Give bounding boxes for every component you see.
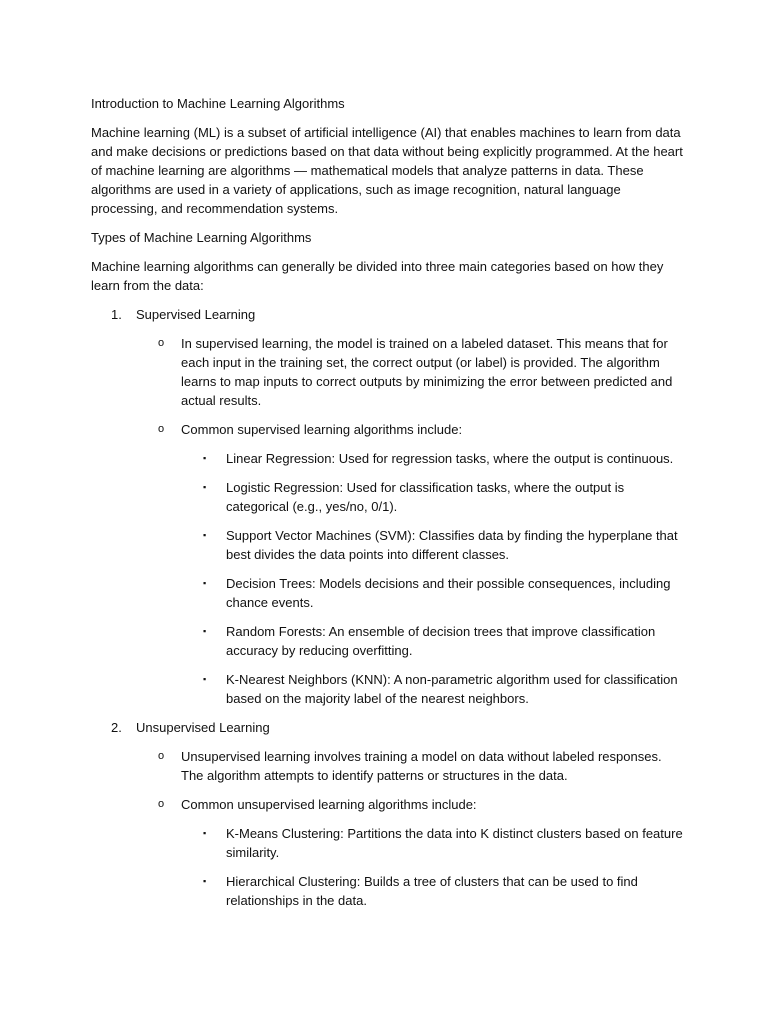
square-bullet-icon: ▪ (203, 578, 207, 588)
section-label: Unsupervised Learning (136, 720, 270, 735)
algorithm-item (91, 622, 686, 660)
common-algorithms-intro: Common supervised learning algorithms include: (181, 422, 463, 437)
list-number: 2. (111, 720, 122, 735)
hollow-circle-bullet-icon: o (158, 337, 165, 349)
document-title: Introduction to Machine Learning Algorithms (91, 96, 345, 111)
section-description: In supervised learning, the model is trained on a labeled dataset. This means that for each input in the training set, the correct output (or label) is provided. The algorithm learns to map inputs to correct outputs by minimizing the error between predicted and actual results. (181, 336, 673, 408)
list-number: 1. (111, 307, 122, 322)
square-bullet-icon: ▪ (203, 828, 207, 838)
algorithm-item (91, 670, 686, 708)
square-bullet-icon: ▪ (203, 674, 207, 684)
algorithm-text: Decision Trees: Models decisions and their possible consequences, including chance events. (226, 576, 671, 610)
algorithm-item (91, 824, 686, 862)
algorithm-item (91, 872, 686, 910)
algorithm-item (91, 478, 686, 516)
algorithm-text: Logistic Regression: Used for classification tasks, where the output is categorical (e.g., yes/no, 0/1). (226, 480, 625, 514)
algorithm-text: Linear Regression: Used for regression tasks, where the output is continuous. (226, 451, 674, 466)
intro-paragraph: Machine learning (ML) is a subset of artificial intelligence (AI) that enables machines to learn from data and make decisions or predictions based on that data without being explicitly programmed. At the heart of machine learning are algorithms — mathematical models that analyze patterns in data. These algorithms are used in a variety of applications, such as image recognition, natural language processing, and recommendation systems. (91, 125, 683, 216)
algorithm-text: Hierarchical Clustering: Builds a tree of clusters that can be used to find relationships in the data. (226, 874, 638, 908)
sub-bullet-item (91, 420, 686, 439)
square-bullet-icon: ▪ (203, 453, 207, 463)
types-intro-paragraph: Machine learning algorithms can generally be divided into three main categories based on how they learn from the data: (91, 259, 664, 293)
section-label: Supervised Learning (136, 307, 256, 322)
square-bullet-icon: ▪ (203, 876, 207, 886)
hollow-circle-bullet-icon: o (158, 423, 165, 435)
square-bullet-icon: ▪ (203, 530, 207, 540)
sub-bullet-item (91, 795, 686, 814)
algorithm-text: Random Forests: An ensemble of decision trees that improve classification accuracy by reducing overfitting. (226, 624, 656, 658)
section-supervised-learning (91, 305, 686, 324)
algorithm-text: Support Vector Machines (SVM): Classifies data by finding the hyperplane that best divides the data points into different classes. (226, 528, 678, 562)
sub-bullet-item (91, 334, 686, 410)
square-bullet-icon: ▪ (203, 626, 207, 636)
algorithm-item (91, 574, 686, 612)
algorithm-item (91, 526, 686, 564)
algorithm-item (91, 449, 686, 468)
common-algorithms-intro: Common unsupervised learning algorithms include: (181, 797, 477, 812)
square-bullet-icon: ▪ (203, 482, 207, 492)
hollow-circle-bullet-icon: o (158, 798, 165, 810)
algorithm-text: K-Nearest Neighbors (KNN): A non-parametric algorithm used for classification based on the majority label of the nearest neighbors. (226, 672, 678, 706)
algorithm-text: K-Means Clustering: Partitions the data into K distinct clusters based on feature similarity. (226, 826, 683, 860)
section-unsupervised-learning (91, 718, 686, 737)
types-heading: Types of Machine Learning Algorithms (91, 230, 312, 245)
sub-bullet-item (91, 747, 686, 785)
hollow-circle-bullet-icon: o (158, 750, 165, 762)
section-description: Unsupervised learning involves training a model on data without labeled responses. The algorithm attempts to identify patterns or structures in the data. (181, 749, 662, 783)
